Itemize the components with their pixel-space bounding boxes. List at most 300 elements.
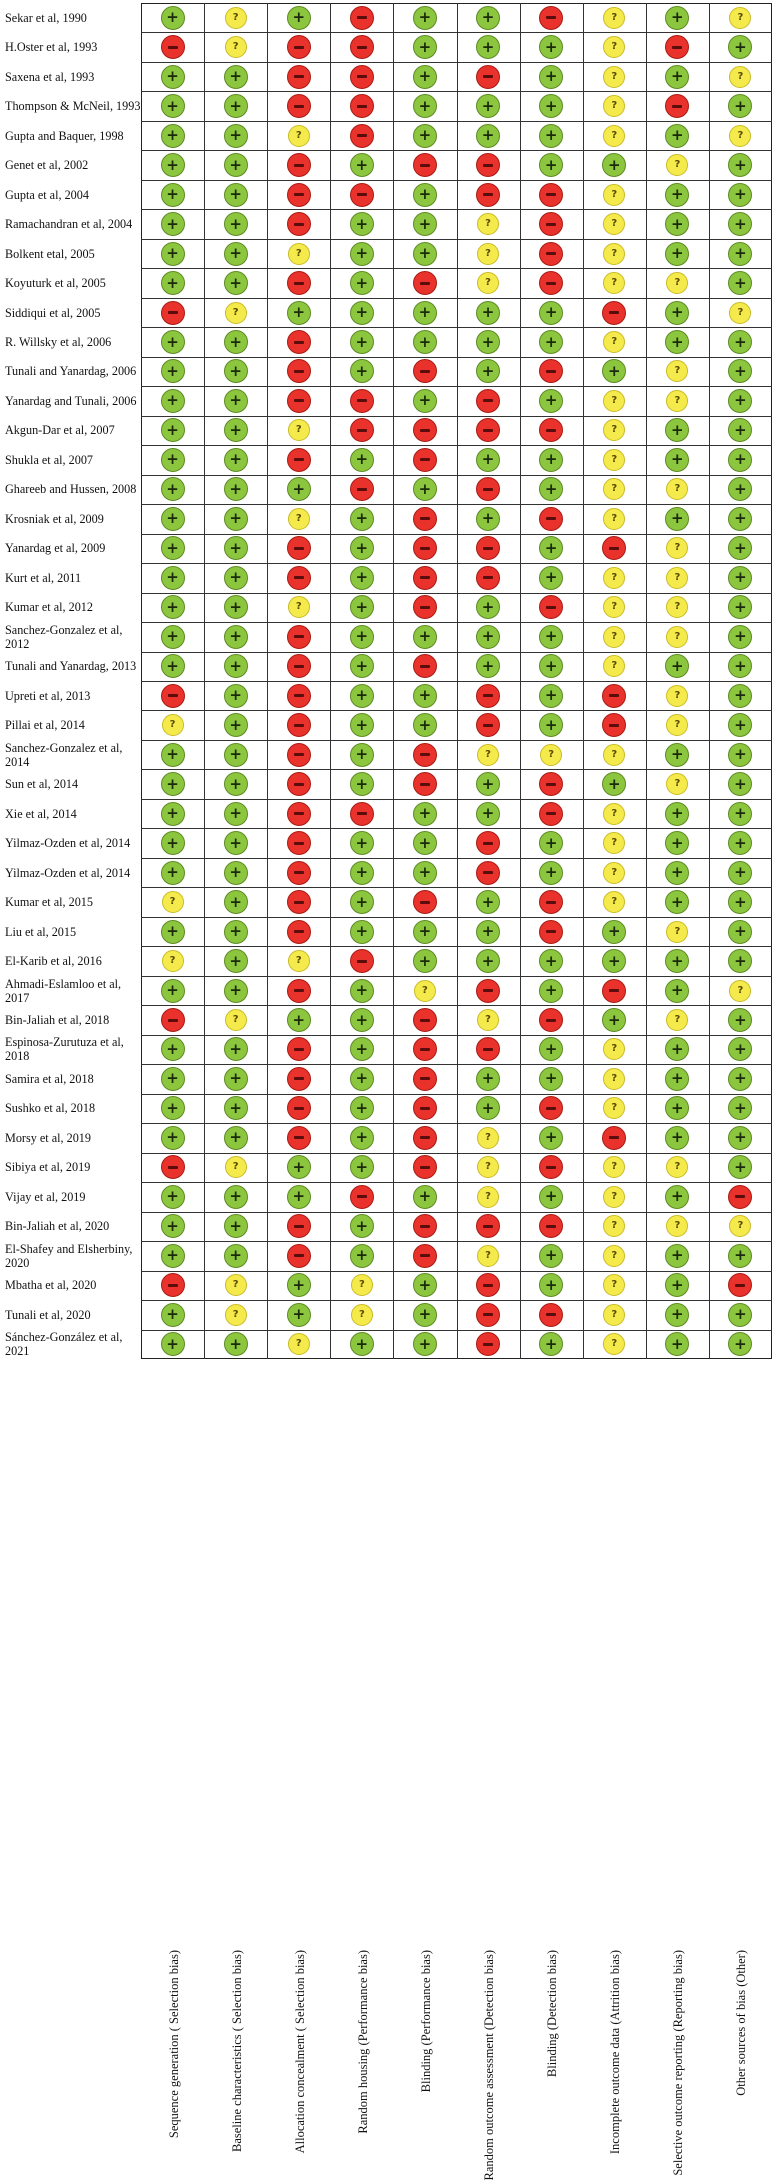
low-risk-mark — [413, 920, 437, 944]
plus-icon: + — [166, 1246, 179, 1265]
plus-icon: + — [418, 332, 432, 351]
low-risk-mark — [476, 6, 500, 30]
high-risk-mark — [413, 566, 437, 590]
high-risk-mark — [413, 271, 437, 295]
plus-icon: + — [734, 185, 747, 204]
question-icon: ? — [611, 1279, 618, 1291]
plus-icon: + — [166, 450, 179, 469]
low-risk-mark — [161, 566, 185, 590]
question-icon: ? — [611, 1338, 618, 1350]
column-label-text: Random outcome assessment (Detection bias) — [482, 1950, 497, 2181]
unclear-risk-mark — [351, 1304, 373, 1326]
minus-icon — [294, 989, 304, 992]
low-risk-mark — [287, 1273, 311, 1297]
plus-icon: + — [418, 303, 432, 322]
plus-icon: + — [671, 745, 684, 764]
minus-icon — [609, 724, 619, 727]
low-risk-mark — [224, 330, 248, 354]
minus-icon — [420, 458, 430, 461]
minus-icon — [294, 635, 304, 638]
high-risk-mark — [161, 1155, 185, 1179]
plus-icon: + — [671, 863, 684, 882]
low-risk-mark — [728, 684, 752, 708]
minus-icon — [546, 16, 556, 19]
plus-icon: + — [734, 627, 747, 646]
column-divider — [267, 3, 268, 1359]
low-risk-mark — [161, 743, 185, 767]
minus-icon — [357, 16, 367, 19]
plus-icon: + — [544, 37, 558, 56]
study-label: Gupta et al, 2004 — [5, 187, 89, 202]
plus-icon: + — [229, 155, 242, 174]
plus-icon: + — [481, 303, 495, 322]
plus-icon: + — [355, 1039, 369, 1058]
low-risk-mark — [161, 65, 185, 89]
plus-icon: + — [671, 67, 684, 86]
high-risk-mark — [287, 1126, 311, 1150]
low-risk-mark — [539, 389, 563, 413]
column-label-text: Blinding (Detection bias) — [545, 1950, 560, 2078]
low-risk-mark — [350, 890, 374, 914]
low-risk-mark — [161, 1185, 185, 1209]
question-icon: ? — [674, 601, 681, 613]
low-risk-mark — [539, 979, 563, 1003]
low-risk-mark — [350, 507, 374, 531]
question-icon: ? — [611, 453, 618, 465]
study-label: Sun et al, 2014 — [5, 777, 79, 792]
low-risk-mark — [728, 183, 752, 207]
minus-icon — [483, 1313, 493, 1316]
study-label: Vijay et al, 2019 — [5, 1189, 86, 1204]
plus-icon: + — [544, 303, 558, 322]
question-icon: ? — [674, 159, 681, 171]
plus-icon: + — [166, 981, 179, 1000]
minus-icon — [483, 193, 493, 196]
plus-icon: + — [544, 686, 558, 705]
minus-icon — [483, 1284, 493, 1287]
plus-icon: + — [734, 37, 747, 56]
column-label — [418, 1405, 435, 2093]
question-icon: ? — [611, 837, 618, 849]
plus-icon: + — [166, 1128, 179, 1147]
question-icon: ? — [611, 660, 618, 672]
high-risk-mark — [287, 713, 311, 737]
question-icon: ? — [295, 424, 302, 436]
plus-icon: + — [481, 951, 495, 970]
question-icon: ? — [611, 1220, 618, 1232]
plus-icon: + — [229, 922, 242, 941]
minus-icon — [294, 1048, 304, 1051]
study-label: Yilmaz-Ozden et al, 2014 — [5, 865, 131, 880]
plus-icon: + — [166, 244, 179, 263]
low-risk-mark — [665, 6, 689, 30]
plus-icon: + — [292, 8, 306, 27]
plus-icon: + — [671, 981, 684, 1000]
question-icon: ? — [611, 129, 618, 141]
plus-icon: + — [544, 627, 558, 646]
question-icon: ? — [485, 1249, 491, 1261]
high-risk-mark — [287, 536, 311, 560]
plus-icon: + — [734, 1098, 747, 1117]
minus-icon — [294, 399, 304, 402]
low-risk-mark — [287, 1155, 311, 1179]
question-icon: ? — [737, 70, 744, 82]
minus-icon — [546, 783, 556, 786]
study-label: Bin-Jaliah et al, 2018 — [5, 1012, 110, 1027]
minus-icon — [357, 193, 367, 196]
column-label — [355, 1405, 372, 2134]
minus-icon — [483, 694, 493, 697]
question-icon: ? — [485, 1190, 491, 1202]
minus-icon — [294, 223, 304, 226]
minus-icon — [483, 1048, 493, 1051]
low-risk-mark — [161, 94, 185, 118]
high-risk-mark — [350, 389, 374, 413]
high-risk-mark — [476, 1303, 500, 1327]
plus-icon: + — [355, 1216, 369, 1235]
plus-icon: + — [418, 8, 432, 27]
low-risk-mark — [413, 831, 437, 855]
unclear-risk-mark — [603, 626, 625, 648]
question-icon: ? — [232, 41, 239, 53]
low-risk-mark — [224, 1244, 248, 1268]
low-risk-mark — [161, 831, 185, 855]
plus-icon: + — [355, 1010, 369, 1029]
minus-icon — [420, 753, 430, 756]
low-risk-mark — [350, 1126, 374, 1150]
minus-icon — [294, 753, 304, 756]
plus-icon: + — [355, 1334, 369, 1353]
low-risk-mark — [413, 802, 437, 826]
low-risk-mark — [728, 861, 752, 885]
plus-icon: + — [229, 1069, 242, 1088]
low-risk-mark — [161, 6, 185, 30]
minus-icon — [735, 1284, 745, 1287]
plus-icon: + — [355, 627, 369, 646]
plus-icon: + — [734, 568, 747, 587]
minus-icon — [294, 75, 304, 78]
minus-icon — [420, 665, 430, 668]
plus-icon: + — [166, 391, 179, 410]
plus-icon: + — [166, 273, 179, 292]
plus-icon: + — [544, 1246, 558, 1265]
low-risk-mark — [161, 979, 185, 1003]
low-risk-mark — [224, 920, 248, 944]
low-risk-mark — [413, 212, 437, 236]
plus-icon: + — [734, 1010, 747, 1029]
question-icon: ? — [674, 365, 681, 377]
plus-icon: + — [544, 951, 558, 970]
high-risk-mark — [476, 979, 500, 1003]
unclear-risk-mark — [288, 1333, 310, 1355]
plus-icon: + — [418, 922, 432, 941]
column-label-text: Other sources of bias (Other) — [734, 1950, 749, 2096]
unclear-risk-mark — [288, 950, 310, 972]
minus-icon — [420, 901, 430, 904]
study-label: Tunali and Yanardag, 2006 — [5, 364, 137, 379]
minus-icon — [294, 1254, 304, 1257]
question-icon: ? — [611, 100, 618, 112]
plus-icon: + — [418, 1275, 432, 1294]
high-risk-mark — [287, 566, 311, 590]
minus-icon — [483, 399, 493, 402]
low-risk-mark — [161, 448, 185, 472]
high-risk-mark — [287, 625, 311, 649]
plus-icon: + — [229, 391, 242, 410]
low-risk-mark — [161, 124, 185, 148]
question-icon: ? — [674, 483, 681, 495]
unclear-risk-mark — [288, 508, 310, 530]
low-risk-mark — [539, 625, 563, 649]
plus-icon: + — [355, 981, 369, 1000]
minus-icon — [294, 783, 304, 786]
plus-icon: + — [734, 863, 747, 882]
study-label: Samira et al, 2018 — [5, 1071, 94, 1086]
low-risk-mark — [224, 124, 248, 148]
minus-icon — [546, 282, 556, 285]
minus-icon — [609, 1136, 619, 1139]
low-risk-mark — [224, 890, 248, 914]
low-risk-mark — [476, 124, 500, 148]
low-risk-mark — [539, 301, 563, 325]
low-risk-mark — [413, 713, 437, 737]
low-risk-mark — [287, 1185, 311, 1209]
unclear-risk-mark — [477, 213, 499, 235]
minus-icon — [546, 370, 556, 373]
column-label-text: Baseline characteristics ( Selection bias) — [229, 1950, 244, 2153]
minus-icon — [483, 989, 493, 992]
plus-icon: + — [734, 922, 747, 941]
plus-icon: + — [734, 686, 747, 705]
plus-icon: + — [355, 863, 369, 882]
study-label: Koyuturk et al, 2005 — [5, 276, 106, 291]
low-risk-mark — [350, 1008, 374, 1032]
plus-icon: + — [418, 391, 432, 410]
plus-icon: + — [355, 1069, 369, 1088]
low-risk-mark — [539, 330, 563, 354]
study-label: Sibiya et al, 2019 — [5, 1160, 91, 1175]
study-label: Sanchez-Gonzalez et al, 2014 — [5, 740, 123, 769]
minus-icon — [546, 901, 556, 904]
low-risk-mark — [224, 802, 248, 826]
high-risk-mark — [287, 772, 311, 796]
minus-icon — [294, 164, 304, 167]
plus-icon: + — [355, 1098, 369, 1117]
high-risk-mark — [539, 183, 563, 207]
low-risk-mark — [413, 330, 437, 354]
low-risk-mark — [287, 477, 311, 501]
plus-icon: + — [166, 656, 179, 675]
plus-icon: + — [355, 450, 369, 469]
low-risk-mark — [224, 507, 248, 531]
high-risk-mark — [287, 890, 311, 914]
plus-icon: + — [734, 715, 747, 734]
plus-icon: + — [166, 1069, 179, 1088]
low-risk-mark — [224, 1037, 248, 1061]
plus-icon: + — [734, 774, 747, 793]
plus-icon: + — [734, 892, 747, 911]
minus-icon — [168, 46, 178, 49]
plus-icon: + — [418, 185, 432, 204]
question-icon: ? — [611, 70, 618, 82]
low-risk-mark — [161, 153, 185, 177]
minus-icon — [546, 930, 556, 933]
low-risk-mark — [413, 183, 437, 207]
plus-icon: + — [355, 774, 369, 793]
plus-icon: + — [355, 361, 369, 380]
minus-icon — [609, 547, 619, 550]
plus-icon: + — [166, 568, 179, 587]
high-risk-mark — [476, 183, 500, 207]
low-risk-mark — [287, 1008, 311, 1032]
low-risk-mark — [161, 477, 185, 501]
low-risk-mark — [224, 949, 248, 973]
plus-icon: + — [481, 627, 495, 646]
plus-icon: + — [734, 420, 747, 439]
plus-icon: + — [481, 8, 495, 27]
minus-icon — [294, 1225, 304, 1228]
plus-icon: + — [355, 332, 369, 351]
high-risk-mark — [602, 684, 626, 708]
plus-icon: + — [734, 332, 747, 351]
low-risk-mark — [161, 861, 185, 885]
low-risk-mark — [350, 242, 374, 266]
study-label: R. Willsky et al, 2006 — [5, 334, 112, 349]
high-risk-mark — [287, 448, 311, 472]
plus-icon: + — [166, 922, 179, 941]
low-risk-mark — [665, 861, 689, 885]
study-label: Yanardag et al, 2009 — [5, 541, 106, 556]
low-risk-mark — [161, 507, 185, 531]
plus-icon: + — [544, 479, 558, 498]
plus-icon: + — [734, 1157, 747, 1176]
low-risk-mark — [224, 625, 248, 649]
high-risk-mark — [287, 153, 311, 177]
plus-icon: + — [418, 479, 432, 498]
high-risk-mark — [539, 920, 563, 944]
minus-icon — [735, 1195, 745, 1198]
low-risk-mark — [539, 566, 563, 590]
study-label: Siddiqui et al, 2005 — [5, 305, 101, 320]
plus-icon: + — [166, 96, 179, 115]
plus-icon: + — [355, 1246, 369, 1265]
unclear-risk-mark — [603, 66, 625, 88]
minus-icon — [609, 694, 619, 697]
low-risk-mark — [476, 507, 500, 531]
question-icon: ? — [611, 630, 618, 642]
plus-icon: + — [229, 981, 242, 1000]
study-label: Tunali et al, 2020 — [5, 1307, 91, 1322]
plus-icon: + — [734, 244, 747, 263]
low-risk-mark — [665, 802, 689, 826]
minus-icon — [294, 341, 304, 344]
study-label: Sushko et al, 2018 — [5, 1101, 96, 1116]
minus-icon — [483, 488, 493, 491]
plus-icon: + — [166, 745, 179, 764]
plus-icon: + — [355, 1128, 369, 1147]
study-label: Liu et al, 2015 — [5, 924, 77, 939]
plus-icon: + — [418, 1305, 432, 1324]
plus-icon: + — [671, 509, 684, 528]
question-icon: ? — [611, 1308, 618, 1320]
minus-icon — [546, 252, 556, 255]
low-risk-mark — [161, 1037, 185, 1061]
low-risk-mark — [539, 124, 563, 148]
question-icon: ? — [674, 719, 681, 731]
low-risk-mark — [224, 242, 248, 266]
low-risk-mark — [350, 654, 374, 678]
low-risk-mark — [539, 448, 563, 472]
plus-icon: + — [229, 656, 242, 675]
high-risk-mark — [476, 861, 500, 885]
plus-icon: + — [671, 1187, 684, 1206]
plus-icon: + — [229, 1098, 242, 1117]
plus-icon: + — [671, 1128, 684, 1147]
plus-icon: + — [229, 538, 242, 557]
unclear-risk-mark — [477, 744, 499, 766]
unclear-risk-mark — [729, 125, 751, 147]
plus-icon: + — [544, 332, 558, 351]
question-icon: ? — [611, 247, 618, 259]
minus-icon — [420, 370, 430, 373]
minus-icon — [420, 1166, 430, 1169]
unclear-risk-mark — [225, 36, 247, 58]
study-label: Bin-Jaliah et al, 2020 — [5, 1219, 110, 1234]
low-risk-mark — [161, 1244, 185, 1268]
unclear-risk-mark — [288, 125, 310, 147]
low-risk-mark — [350, 595, 374, 619]
minus-icon — [483, 164, 493, 167]
column-divider — [204, 3, 205, 1359]
question-icon: ? — [674, 1161, 681, 1173]
low-risk-mark — [350, 212, 374, 236]
study-label: Krosniak et al, 2009 — [5, 511, 104, 526]
minus-icon — [483, 576, 493, 579]
unclear-risk-mark — [477, 1186, 499, 1208]
minus-icon — [357, 105, 367, 108]
question-icon: ? — [611, 866, 618, 878]
low-risk-mark — [161, 212, 185, 236]
question-icon: ? — [169, 719, 176, 731]
plus-icon: + — [481, 1098, 495, 1117]
plus-icon: + — [734, 361, 747, 380]
low-risk-mark — [161, 1214, 185, 1238]
plus-icon: + — [229, 450, 242, 469]
low-risk-mark — [224, 595, 248, 619]
minus-icon — [420, 783, 430, 786]
low-risk-mark — [665, 65, 689, 89]
plus-icon: + — [292, 1010, 306, 1029]
minus-icon — [420, 1136, 430, 1139]
plus-icon: + — [734, 1128, 747, 1147]
minus-icon — [546, 1107, 556, 1110]
question-icon: ? — [611, 424, 618, 436]
high-risk-mark — [413, 1067, 437, 1091]
minus-icon — [294, 871, 304, 874]
minus-icon — [546, 1313, 556, 1316]
plus-icon: + — [481, 332, 495, 351]
high-risk-mark — [350, 124, 374, 148]
minus-icon — [294, 1136, 304, 1139]
question-icon: ? — [674, 277, 681, 289]
unclear-risk-mark — [666, 626, 688, 648]
low-risk-mark — [161, 359, 185, 383]
unclear-risk-mark — [603, 803, 625, 825]
unclear-risk-mark — [477, 1245, 499, 1267]
plus-icon: + — [544, 1334, 558, 1353]
low-risk-mark — [350, 1067, 374, 1091]
low-risk-mark — [161, 536, 185, 560]
